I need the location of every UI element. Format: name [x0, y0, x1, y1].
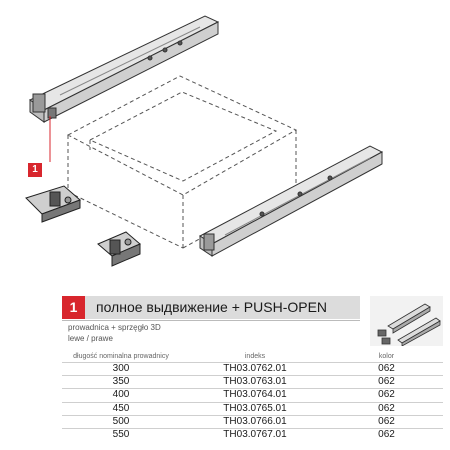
table-row — [62, 428, 443, 441]
color-cell: 062 — [330, 402, 443, 415]
table-row — [62, 402, 443, 415]
index-cell: TH03.0765.01 — [180, 402, 330, 415]
length-cell: 350 — [62, 376, 180, 389]
coupling-right-drawing — [98, 232, 140, 266]
table-row — [62, 363, 443, 376]
table-row — [62, 376, 443, 389]
index-cell: TH03.0762.01 — [180, 363, 330, 376]
length-cell: 400 — [62, 389, 180, 402]
top-slide-rail-drawing — [30, 16, 218, 162]
length-cell: 300 — [62, 363, 180, 376]
column-header-length: długość nominalna prowadnicy — [73, 352, 169, 360]
color-cell: 062 — [330, 415, 443, 428]
length-cell: 450 — [62, 402, 180, 415]
table-row — [62, 389, 443, 402]
right-slide-rail-drawing — [200, 146, 382, 256]
color-cell: 062 — [330, 428, 443, 441]
index-cell: TH03.0767.01 — [180, 428, 330, 441]
product-title: полное выдвижение + PUSH-OPEN — [96, 299, 328, 315]
index-cell: TH03.0766.01 — [180, 415, 330, 428]
spec-table — [62, 350, 443, 441]
index-cell: TH03.0763.01 — [180, 376, 330, 389]
index-cell: TH03.0764.01 — [180, 389, 330, 402]
color-cell: 062 — [330, 376, 443, 389]
length-cell: 550 — [62, 428, 180, 441]
length-cell: 500 — [62, 415, 180, 428]
table-row — [62, 415, 443, 428]
coupling-left-drawing — [26, 186, 80, 222]
color-cell: 062 — [330, 363, 443, 376]
header-divider — [62, 320, 360, 321]
product-variant: lewe / prawe — [68, 334, 113, 343]
product-thumbnail — [370, 296, 443, 346]
column-header-index: indeks — [244, 352, 266, 360]
column-header-color: kolor — [378, 352, 395, 360]
product-description: prowadnica + sprzęgło 3D — [68, 323, 161, 332]
product-number-badge: 1 — [62, 296, 85, 319]
color-cell: 062 — [330, 389, 443, 402]
table-header-row — [62, 350, 443, 363]
illustration-step-badge: 1 — [28, 163, 42, 177]
